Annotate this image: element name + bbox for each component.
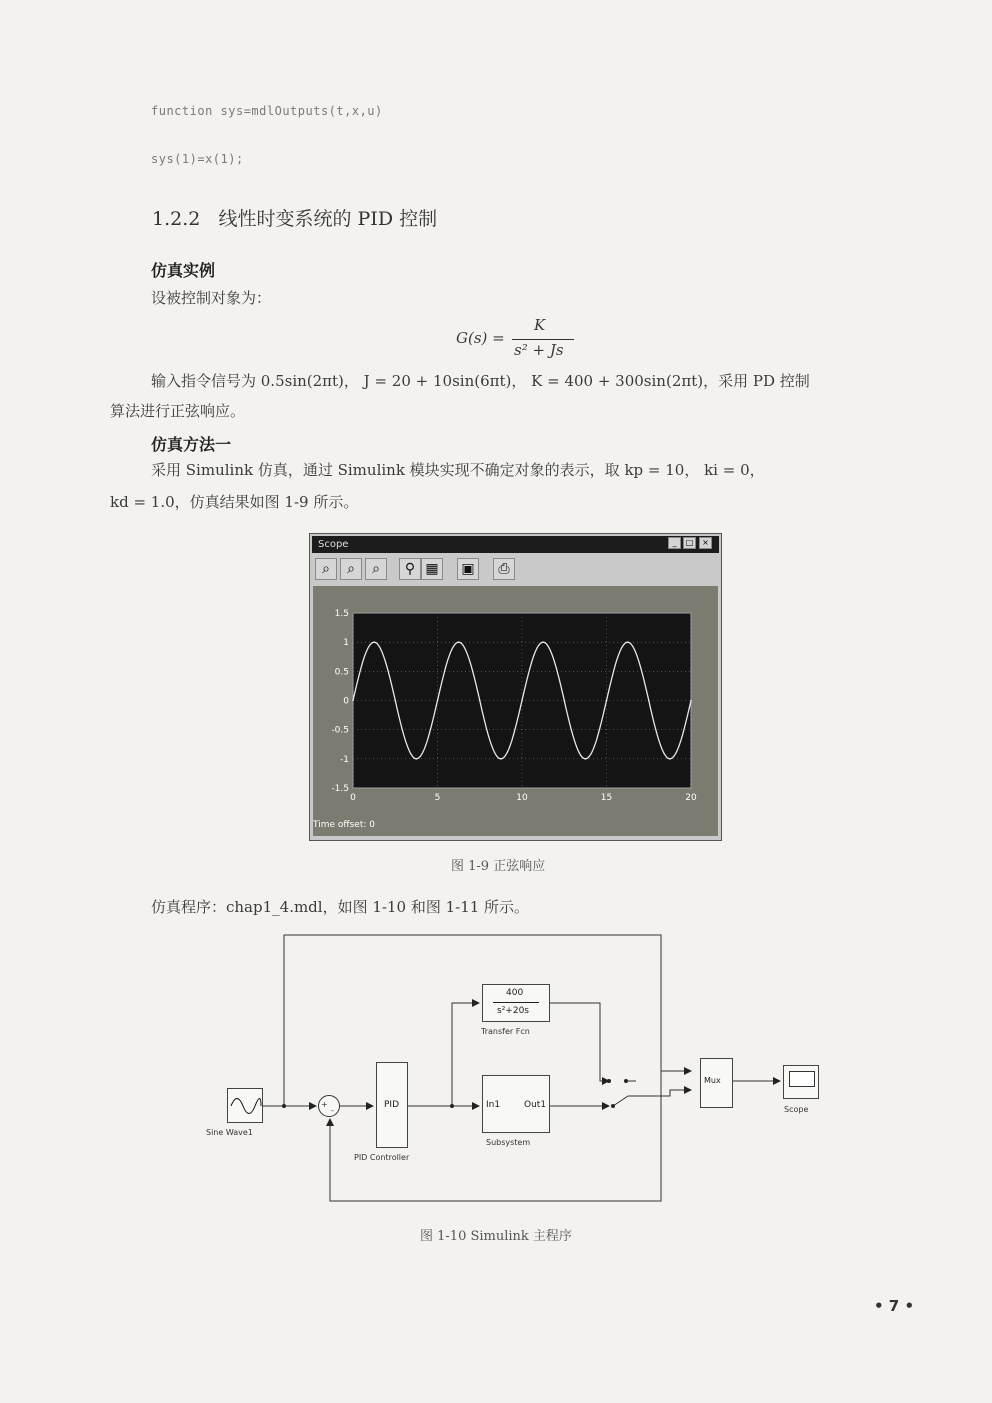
data-point [416,758,418,760]
method-heading: 仿真方法一 [151,435,232,454]
data-point [542,641,544,643]
tf-numerator: 400 [506,988,524,998]
data-point [373,641,375,643]
x-tick-label: 15 [600,793,613,803]
subsystem-in-port: In1 [486,1100,501,1110]
section-heading [152,204,437,231]
properties-icon[interactable]: ▣ [457,558,479,580]
method-line-2: kd = 1.0，仿真结果如图 1-9 所示。 [110,493,359,511]
data-point [437,700,439,702]
scope-toolbar [313,556,718,582]
y-tick-label: 1.5 [334,609,349,619]
pid-controller-label: PID Controller [354,1153,410,1162]
pid-block-text: PID [384,1100,400,1110]
scope-window [309,533,722,841]
code-line-2: sys(1)=x(1); [151,152,244,166]
x-tick-label: 0 [350,793,356,803]
print-icon[interactable]: ⎙ [493,558,515,580]
data-point [606,700,608,702]
method-line-1: 采用 Simulink 仿真，通过 Simulink 模块实现不确定对象的表示，取 kp = 10， ki = 0， [151,461,765,479]
data-point [690,700,692,702]
tf-denominator: s²+20s [497,1006,529,1016]
page-number: • 7 • [874,1297,915,1315]
maximize-button[interactable]: □ [683,537,696,549]
scope-chart [313,586,718,836]
transfer-fcn-label: Transfer Fcn [481,1027,530,1036]
scope-titlebar [312,536,719,553]
pid-controller-block[interactable] [376,1062,408,1148]
section-title: 线性时变系统的 PID 控制 [218,208,438,230]
autoscale-icon[interactable]: ⚲ [399,558,421,580]
scope-title: Scope [318,539,349,550]
sum-plus-sign: + [321,1100,328,1109]
minimize-button[interactable]: _ [668,537,681,549]
y-tick-label: -1.5 [331,784,349,794]
data-point [648,700,650,702]
data-point [458,641,460,643]
y-tick-label: -0.5 [331,725,349,736]
sine-wave-label: Sine Wave1 [206,1128,253,1137]
x-tick-label: 20 [685,793,697,803]
zoom-x-icon[interactable]: ⌕ [340,558,362,580]
subsystem-label: Subsystem [486,1138,531,1147]
code-line-1: function sys=mdlOutputs(t,x,u) [151,104,383,118]
transfer-fcn-block[interactable] [482,984,550,1022]
transfer-function-formula [456,316,586,368]
section-number: 1.2.2 [152,208,201,230]
save-axes-icon[interactable]: ▦ [421,558,443,580]
mux-text: Mux [704,1076,721,1085]
subsystem-out-port: Out1 [524,1100,547,1110]
zoom-icon[interactable]: ⌕ [315,558,337,580]
data-point [585,758,587,760]
y-tick-label: 1 [343,638,349,649]
x-tick-label: 5 [434,793,441,803]
data-point [352,700,354,702]
sum-minus-sign: - [331,1106,334,1115]
scope-screen-icon [789,1071,815,1087]
tf-fraction-bar [493,1002,539,1003]
data-point [563,700,565,702]
plant-intro: 设被控制对象为： [151,289,272,307]
close-button[interactable]: × [699,537,712,549]
zoom-y-icon[interactable]: ⌕ [365,558,387,580]
scope-status: Time offset: 0 [313,820,375,830]
sine-wave-block[interactable] [227,1088,263,1123]
data-point [627,641,629,643]
program-line: 仿真程序：chap1_4.mdl，如图 1-10 和图 1-11 所示。 [151,898,530,916]
data-point [500,758,502,760]
y-tick-label: 0 [343,696,349,707]
mux-block[interactable] [700,1058,733,1108]
y-tick-label: -1 [340,754,349,765]
data-point [669,758,671,760]
figure-1-9-caption: 图 1-9 正弦响应 [451,859,546,874]
data-point [521,700,523,702]
data-point [394,700,396,702]
scope-plot-area [313,586,718,836]
y-tick-label: 0.5 [334,667,349,678]
example-heading: 仿真实例 [151,261,216,280]
subsystem-block[interactable] [482,1075,550,1133]
sine-wave-icon [228,1089,262,1122]
fraction-bar [512,339,574,340]
scope-block[interactable] [783,1065,819,1099]
figure-1-10-caption: 图 1-10 Simulink 主程序 [420,1229,572,1244]
data-point [479,700,481,702]
simulink-diagram [190,930,840,1220]
formula-denominator: s² + Js [514,341,564,359]
formula-numerator: K [534,316,546,334]
scope-block-label: Scope [784,1105,809,1114]
formula-lhs: G(s) = [456,329,505,347]
input-signal-line-1: 输入指令信号为 0.5sin(2πt)， J = 20 + 10sin(6πt)， K = 400 + 300sin(2πt)，采用 PD 控制 [151,372,810,390]
x-tick-label: 10 [516,793,528,803]
input-signal-line-2: 算法进行正弦响应。 [110,402,246,420]
